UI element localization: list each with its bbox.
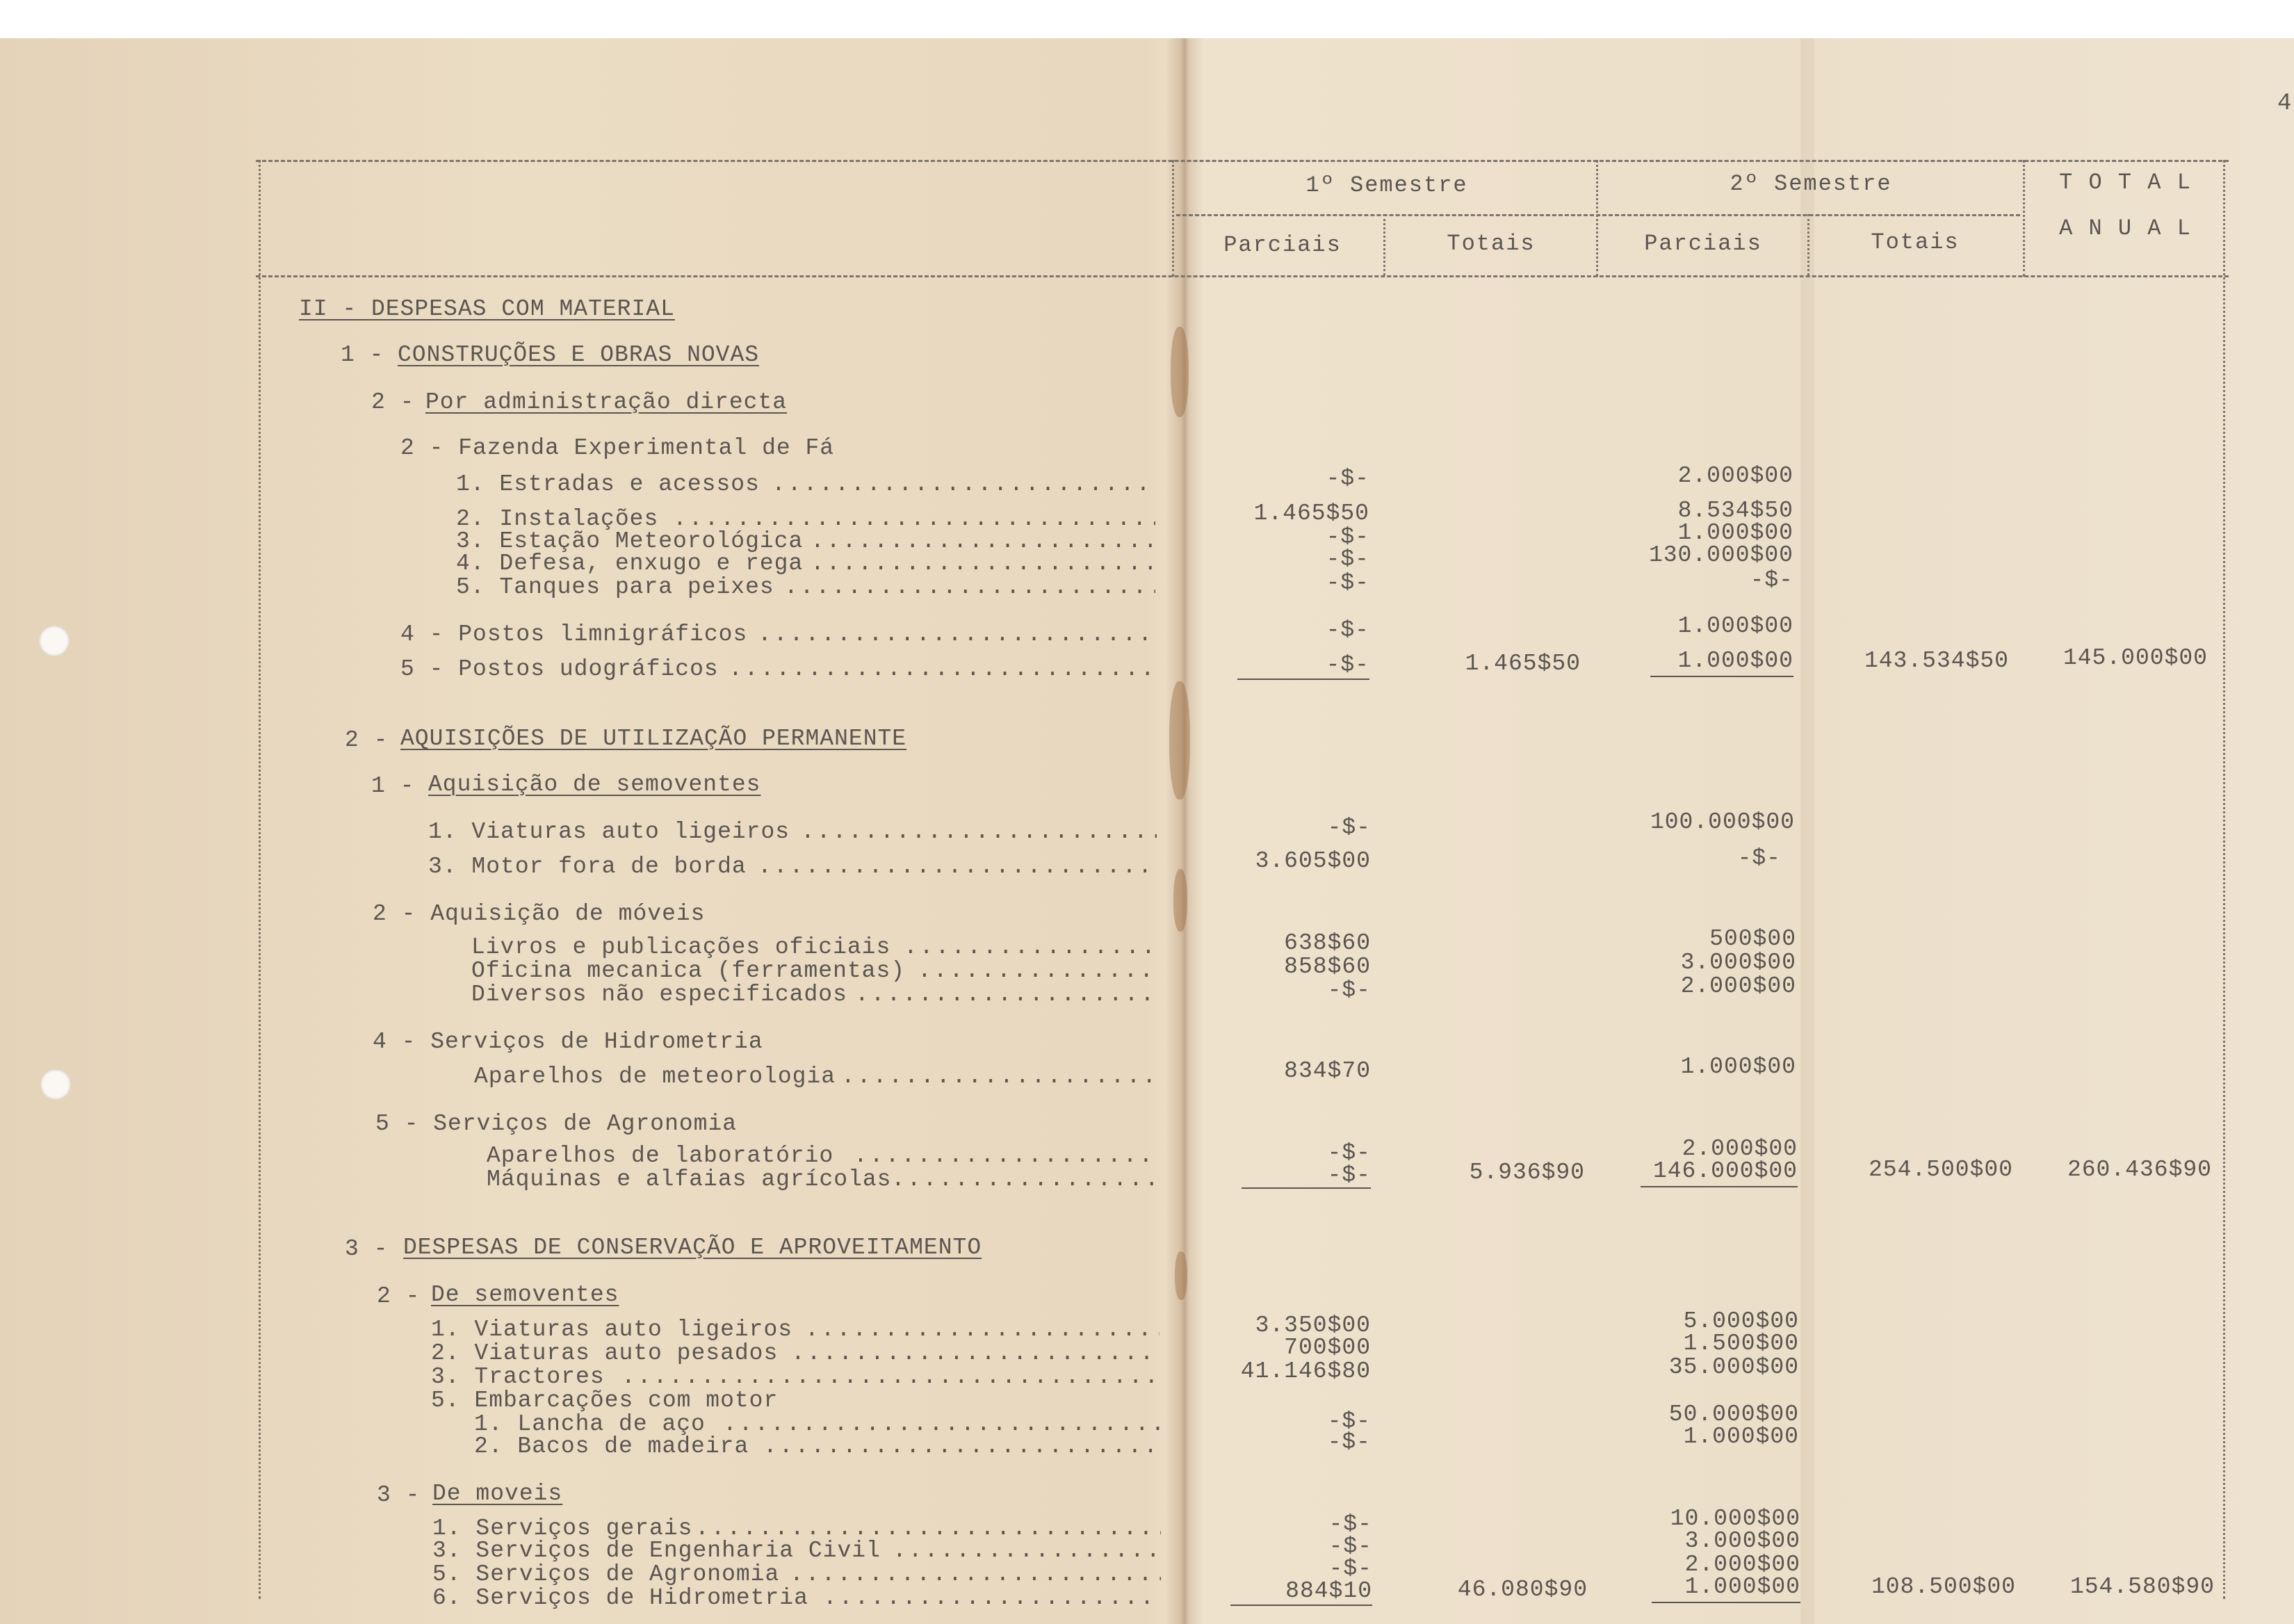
item-label: Livros e publicações oficiais	[471, 934, 891, 960]
value-parcial-1: -$-	[1328, 1511, 1372, 1537]
value-parcial-2: 50.000$00	[1668, 1402, 1799, 1427]
dot-leader	[790, 1563, 1161, 1586]
dot-leader	[758, 623, 1155, 647]
subheading: 2 - Aquisição de móveis	[373, 901, 706, 927]
value-parcial-2: 5.000$00	[1683, 1308, 1799, 1334]
value-parcial-2: -$-	[1737, 845, 1781, 871]
value-parcial-1: 41.146$80	[1240, 1358, 1371, 1384]
item-label: 6. Serviços de Hidrometria	[432, 1585, 808, 1611]
item-label: Máquinas e alfaias agrícolas	[487, 1167, 892, 1192]
value-total-2: 254.500$00	[1868, 1157, 2013, 1183]
dot-leader	[695, 1517, 1161, 1541]
dot-leader	[811, 530, 1155, 553]
value-parcial-2: 1.000$00	[1684, 1574, 1800, 1600]
item-label: 1. Viaturas auto ligeiros	[428, 819, 790, 845]
header-divider	[1596, 160, 1598, 277]
value-parcial-1: -$-	[1326, 652, 1369, 678]
value-parcial-1: 638$60	[1284, 930, 1371, 956]
value-parcial-1: -$-	[1326, 617, 1369, 643]
dot-leader	[893, 1539, 1161, 1563]
total-rule	[1641, 1186, 1798, 1187]
value-parcial-2: 3.000$00	[1680, 950, 1796, 975]
value-parcial-2: 1.000$00	[1677, 520, 1793, 546]
heading: AQUISIÇÕES DE UTILIZAÇÃO PERMANENTE	[400, 726, 907, 752]
tear-stain	[1173, 869, 1187, 932]
header-total: T O T A L	[2059, 170, 2192, 195]
table-right-border	[2223, 160, 2225, 1599]
value-total-2: 108.500$00	[1871, 1574, 2016, 1600]
header-divider	[1383, 214, 1385, 275]
value-parcial-1: -$-	[1327, 1429, 1371, 1455]
header-divider	[1807, 214, 1809, 275]
item-label: Aparelhos de laboratório	[487, 1143, 834, 1169]
item-label: 1. Serviços gerais	[432, 1516, 693, 1541]
header-totais-1: Totais	[1447, 231, 1536, 257]
subheading-number: 3 -	[377, 1482, 421, 1508]
subheading: 4 - Serviços de Hidrometria	[373, 1029, 763, 1055]
value-parcial-2: 8.534$50	[1677, 498, 1793, 523]
dot-leader	[801, 820, 1157, 844]
table-top-rule	[256, 160, 2229, 162]
value-parcial-2: 1.000$00	[1677, 613, 1793, 639]
dot-leader	[772, 473, 1155, 496]
dot-leader	[918, 959, 1157, 983]
tear-stain	[1171, 327, 1189, 417]
header-bottom-rule	[256, 275, 2229, 277]
item-label: 5 - Postos udográficos	[400, 656, 719, 682]
item-label: 2. Instalações	[456, 506, 659, 532]
value-parcial-2: 1.000$00	[1683, 1424, 1799, 1450]
dot-leader	[621, 1365, 1160, 1389]
tear-stain	[1169, 681, 1190, 799]
value-parcial-1: 884$10	[1285, 1578, 1372, 1604]
item-label: 3. Estação Meteorológica	[456, 528, 804, 554]
header-parciais-1: Parciais	[1223, 232, 1342, 258]
value-parcial-2: 1.500$00	[1683, 1331, 1799, 1356]
subheading: 5 - Serviços de Agronomia	[375, 1111, 738, 1137]
subheading-number: 1 -	[371, 773, 415, 799]
heading-number: 2 -	[345, 727, 389, 753]
value-parcial-1: -$-	[1326, 524, 1369, 550]
total-rule	[1242, 1187, 1371, 1189]
item-label: 1. Lancha de aço	[474, 1411, 706, 1437]
value-total-1: 1.465$50	[1465, 651, 1581, 676]
dot-leader	[805, 1318, 1160, 1342]
value-parcial-2: 3.000$00	[1684, 1528, 1800, 1554]
value-total-anual: 145.000$00	[2063, 645, 2208, 671]
dot-leader	[673, 508, 1155, 531]
item-label: 4. Defesa, enxugo e rega	[456, 551, 804, 576]
value-parcial-1: 700$00	[1284, 1335, 1371, 1361]
value-parcial-2: 2.000$00	[1677, 463, 1793, 489]
total-rule	[1652, 1602, 1800, 1603]
dot-leader	[763, 1435, 1160, 1459]
item-label: 2. Bacos de madeira	[474, 1434, 749, 1459]
value-parcial-2: 1.000$00	[1680, 1054, 1796, 1080]
dot-leader	[784, 576, 1155, 599]
header-sem1: 1º Semestre	[1305, 172, 1468, 198]
dot-leader	[841, 1065, 1157, 1089]
header-anual: A N U A L	[2059, 216, 2192, 241]
value-parcial-2: 1.000$00	[1677, 648, 1793, 674]
punch-hole	[40, 1069, 71, 1100]
dot-leader	[855, 983, 1157, 1007]
value-total-1: 5.936$90	[1469, 1160, 1585, 1185]
item-label: Aparelhos de meteorologia	[474, 1064, 836, 1089]
value-parcial-2: 100.000$00	[1650, 809, 1795, 835]
dot-leader	[729, 658, 1155, 681]
subheading-number: 2 -	[377, 1283, 421, 1309]
page-number: 4	[2277, 90, 2292, 117]
value-parcial-2: 130.000$00	[1648, 542, 1793, 568]
value-parcial-2: 2.000$00	[1680, 973, 1796, 999]
dot-leader	[854, 1144, 1157, 1168]
value-parcial-2: -$-	[1750, 567, 1793, 593]
header-totais-2: Totais	[1871, 229, 1960, 255]
subheading-number: 2 -	[371, 389, 415, 415]
subheading: De moveis	[432, 1481, 563, 1507]
value-parcial-2: 146.000$00	[1652, 1158, 1798, 1184]
value-parcial-1: -$-	[1326, 546, 1369, 572]
value-parcial-1: -$-	[1326, 570, 1369, 596]
item-label: 1. Viaturas auto ligeiros	[431, 1317, 793, 1342]
total-rule	[1230, 1605, 1372, 1606]
value-parcial-1: -$-	[1327, 977, 1371, 1003]
value-total-1: 46.080$90	[1457, 1577, 1588, 1602]
dot-leader	[823, 1586, 1161, 1610]
value-parcial-2: 2.000$00	[1684, 1552, 1800, 1577]
item-label: 4 - Postos limnigráficos	[400, 622, 748, 647]
item-label: 3. Motor fora de borda	[428, 854, 747, 879]
value-parcial-2: 2.000$00	[1682, 1136, 1798, 1162]
heading: CONSTRUÇÕES E OBRAS NOVAS	[398, 342, 760, 368]
value-parcial-1: -$-	[1328, 1534, 1372, 1559]
value-parcial-2: 35.000$00	[1668, 1354, 1799, 1380]
heading-number: 3 -	[345, 1236, 389, 1262]
item-label: 5. Serviços de Agronomia	[432, 1561, 780, 1587]
punch-hole	[39, 626, 70, 656]
item-label: 3. Serviços de Engenharia Civil	[432, 1538, 881, 1564]
section-title: II - DESPESAS COM MATERIAL	[299, 296, 675, 322]
dot-leader	[723, 1413, 1160, 1436]
header-sem2: 2º Semestre	[1730, 171, 1892, 197]
dot-leader	[891, 1168, 1157, 1192]
value-parcial-1: -$-	[1327, 815, 1371, 841]
item-label: 2. Viaturas auto pesados	[431, 1340, 779, 1366]
header-parciais-2: Parciais	[1644, 231, 1762, 257]
value-parcial-1: 834$70	[1284, 1058, 1371, 1084]
value-parcial-1: -$-	[1327, 1162, 1371, 1188]
value-parcial-2: 10.000$00	[1670, 1506, 1800, 1532]
value-total-anual: 260.436$90	[2067, 1157, 2212, 1183]
subheading: Aquisição de semoventes	[428, 772, 761, 797]
total-rule	[1650, 676, 1793, 677]
value-parcial-1: -$-	[1327, 1408, 1371, 1434]
heading: DESPESAS DE CONSERVAÇÃO E APROVEITAMENTO	[403, 1235, 982, 1260]
table-left-border	[259, 160, 261, 1599]
item-label: 5. Tanques para peixes	[456, 574, 774, 600]
dot-leader	[811, 552, 1155, 576]
subheading: 2 - Fazenda Experimental de Fá	[400, 435, 835, 461]
total-rule	[1237, 679, 1369, 680]
item-label: 3. Tractores	[431, 1364, 605, 1390]
item-label: 1. Estradas e acessos	[456, 471, 760, 497]
value-parcial-1: -$-	[1328, 1556, 1372, 1582]
value-parcial-1: -$-	[1326, 466, 1369, 492]
value-parcial-1: 858$60	[1284, 954, 1371, 980]
value-parcial-2: 500$00	[1709, 926, 1796, 952]
dot-leader	[758, 855, 1157, 879]
value-total-2: 143.534$50	[1864, 648, 2009, 674]
subheading: De semoventes	[431, 1282, 619, 1308]
item-label: Diversos não especificados	[471, 982, 847, 1007]
heading-number: 1 -	[341, 342, 384, 368]
value-parcial-1: 1.465$50	[1253, 501, 1369, 526]
item-label: Oficina mecanica (ferramentas)	[471, 958, 906, 984]
item-label: 5. Embarcações com motor	[431, 1388, 779, 1413]
header-mid-rule	[1176, 214, 2020, 216]
tear-stain	[1175, 1251, 1187, 1300]
subheading: Por administração directa	[425, 389, 788, 415]
dot-leader	[791, 1342, 1160, 1365]
value-parcial-1: -$-	[1327, 1140, 1371, 1166]
value-parcial-1: 3.605$00	[1255, 848, 1371, 874]
header-divider	[2023, 160, 2025, 277]
value-total-anual: 154.580$90	[2069, 1574, 2215, 1600]
dot-leader	[904, 936, 1157, 959]
value-parcial-1: 3.350$00	[1255, 1313, 1371, 1338]
header-divider	[1172, 160, 1174, 277]
